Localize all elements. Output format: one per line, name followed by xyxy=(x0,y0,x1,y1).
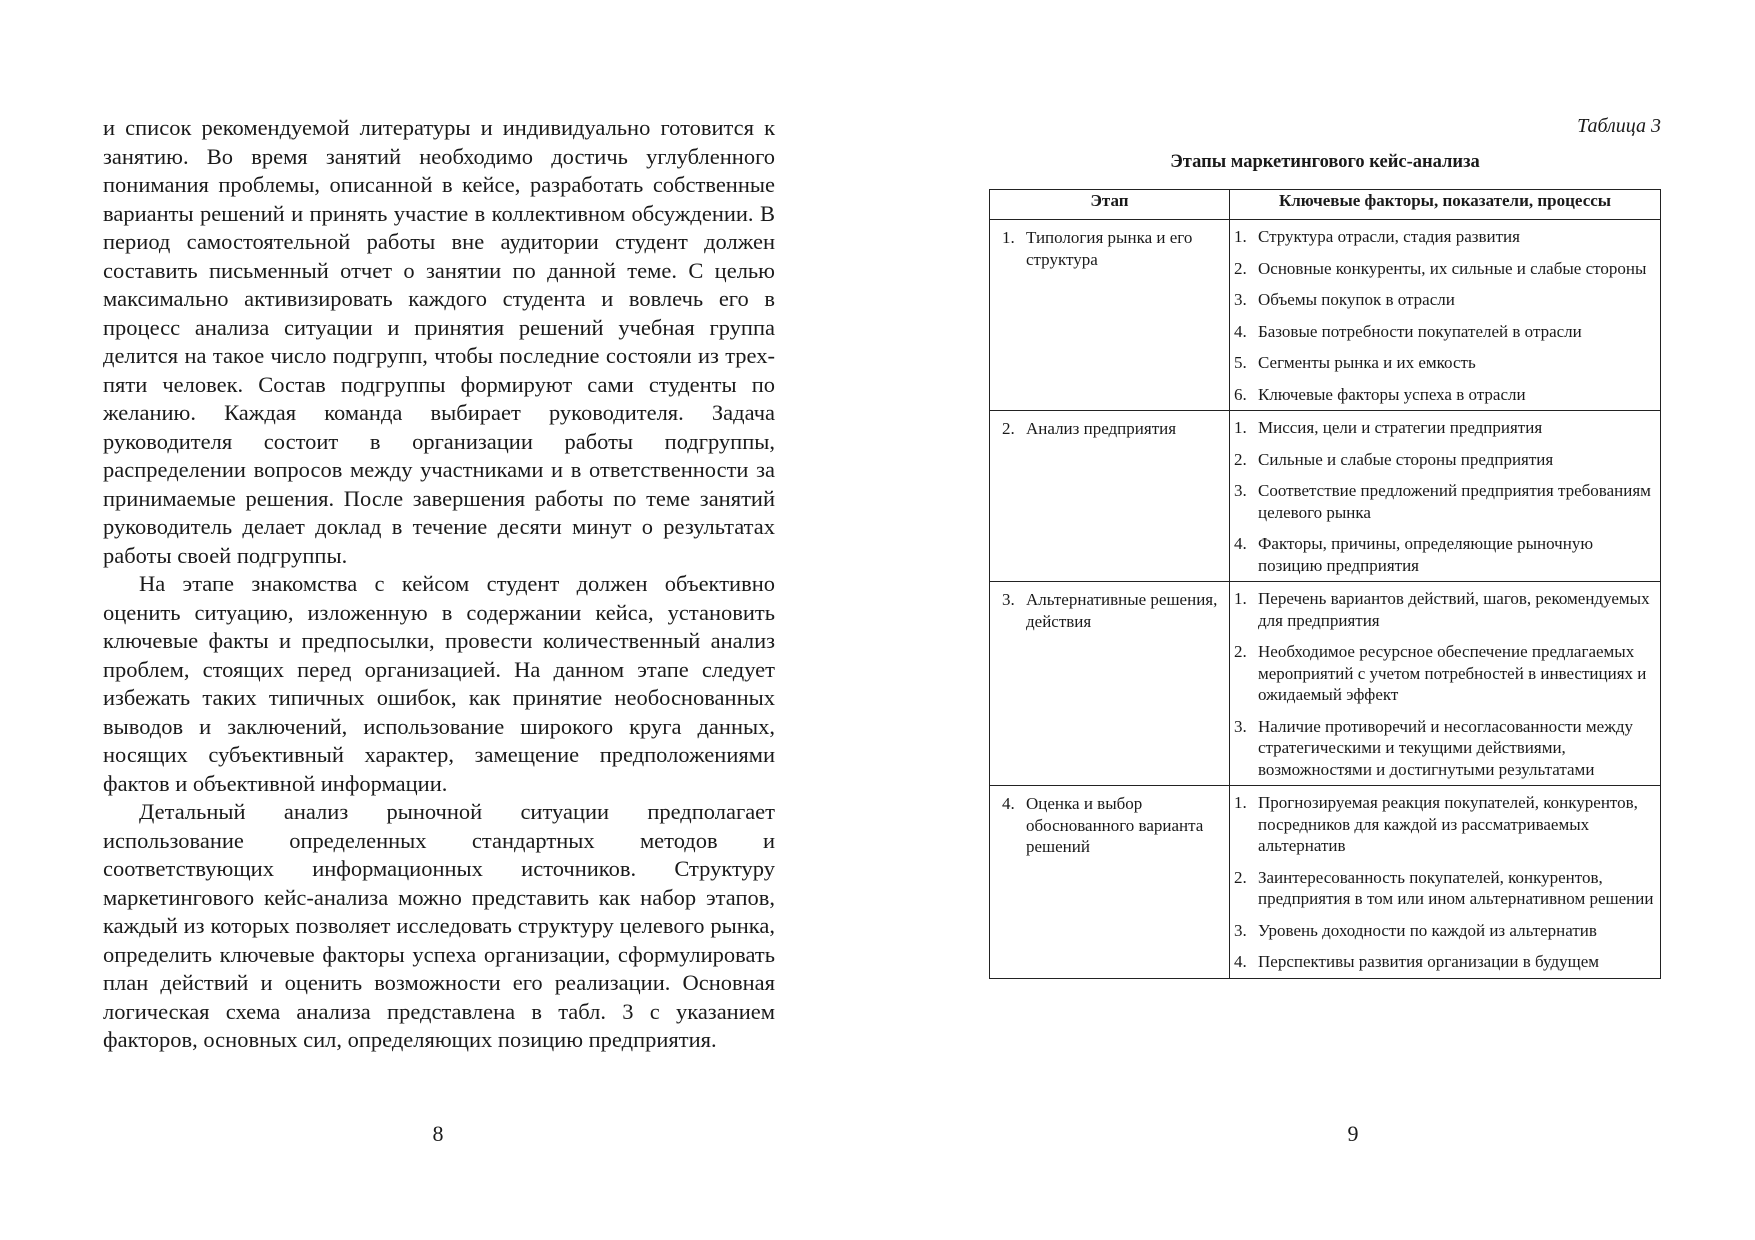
paragraph: и список рекомендуемой литературы и индивидуально готовится к занятию. Во время занятий необходимо достичь углубленного понимания проблемы, описанной в кейсе, разработать собственные варианты решений и принять участие в коллективном обсуждении. В период самостоятельной работы вне аудитории студент должен составить письменный отчет о занятии по данной теме. С целью максимально активизировать каждого студента и вовлечь его в процесс анализа ситуации и принятия решений учебная группа делится на такое число подгрупп, чтобы последние состояли из трех-пяти человек. Состав подгруппы формируют сами студенты по желанию. Каждая команда выбирает руководителя. Задача руководителя состоит в организации работы подгруппы, распределении вопросов между участниками и в ответственности за принимаемые решения. После завершения работы по теме занятий руководитель делает доклад в течение десяти минут о результатах работы своей подгруппы. xyxy=(103,115,775,568)
paragraph: Детальный анализ рыночной ситуации предполагает использование определенных стандартных методов и соответствующих информационных источников. Структуру маркетингового кейс-анализа можно представить как набор этапов, каждый из которых позволяет исследовать структуру целевого рынка, определить ключевые факторы успеха организации, сформулировать план действий и оценить возможности его реализации. Основная логическая схема анализа представлена в табл. 3 с указанием факторов, основных сил, определяющих позицию предприятия. xyxy=(103,799,775,1052)
factor-item xyxy=(1234,226,1656,248)
factor-text: Объемы покупок в отрасли xyxy=(1258,290,1455,309)
factor-item xyxy=(1234,352,1656,374)
stage-cell xyxy=(990,411,1230,582)
table-title: Этапы маркетингового кейс-анализа xyxy=(1170,152,1480,172)
page-number: 8 xyxy=(432,1121,444,1146)
factor-number: 3. xyxy=(1234,290,1247,309)
factor-item xyxy=(1234,951,1656,973)
factor-number: 5. xyxy=(1234,353,1247,372)
stage-item xyxy=(1002,589,1223,632)
table-row xyxy=(990,786,1661,979)
factor-number: 2. xyxy=(1234,258,1247,278)
stage-number: 1. xyxy=(1002,228,1015,247)
factor-text: Перспективы развития организации в будущем xyxy=(1258,952,1600,971)
factor-number: 4. xyxy=(1234,952,1247,971)
stage-item xyxy=(1002,227,1223,270)
factor-item xyxy=(1234,533,1656,576)
stage-item xyxy=(1002,793,1223,858)
stage-cell xyxy=(990,582,1230,786)
stage-number: 3. xyxy=(1002,590,1015,609)
factor-number: 2. xyxy=(1234,449,1247,469)
factor-number: 4. xyxy=(1234,534,1247,553)
factor-text: Факторы, причины, определяющие рыночную позицию предприятия xyxy=(1258,534,1594,575)
factor-item xyxy=(1234,480,1656,523)
stage-name: Альтернативные решения, действия xyxy=(1026,590,1218,631)
factor-number: 1. xyxy=(1234,227,1247,246)
factor-text: Основные конкуренты, их сильные и слабые стороны xyxy=(1258,258,1647,278)
stage-name: Анализ предприятия xyxy=(1026,419,1177,438)
stage-number: 4. xyxy=(1002,794,1015,813)
table-row xyxy=(990,582,1661,786)
factor-text: Перечень вариантов действий, шагов, рекомендуемых для предприятия xyxy=(1258,589,1650,630)
factor-text: Сильные и слабые стороны предприятия xyxy=(1258,449,1554,469)
factor-item xyxy=(1234,384,1656,406)
factor-number: 2. xyxy=(1234,642,1247,661)
factor-text: Необходимое ресурсное обеспечение предлагаемых мероприятий с учетом потребностей в инвестициях и ожидаемый эффект xyxy=(1258,642,1647,704)
factors-cell xyxy=(1230,582,1661,786)
factors-cell xyxy=(1230,411,1661,582)
factor-text: Структура отрасли, стадия развития xyxy=(1258,227,1520,246)
factor-number: 1. xyxy=(1234,418,1247,437)
stage-name: Оценка и выбор обоснованного варианта решений xyxy=(1026,794,1204,856)
factor-item xyxy=(1234,258,1656,280)
factor-text: Миссия, цели и стратегии предприятия xyxy=(1258,418,1543,437)
left-page xyxy=(0,0,877,1240)
factor-number: 2. xyxy=(1234,867,1247,887)
factors-cell xyxy=(1230,220,1661,411)
factor-item xyxy=(1234,289,1656,311)
table-row xyxy=(990,220,1661,411)
header-factors: Ключевые факторы, показатели, процессы xyxy=(1230,190,1661,220)
factor-item xyxy=(1234,920,1656,942)
stage-item xyxy=(1002,418,1223,440)
factors-cell xyxy=(1230,786,1661,979)
stage-number: 2. xyxy=(1002,419,1015,438)
factor-text: Наличие противоречий и несогласованности между стратегическими и текущими действиями, возможностями и достигнутыми результатами xyxy=(1258,716,1634,779)
stage-cell xyxy=(990,220,1230,411)
factor-item xyxy=(1234,321,1656,343)
page-number: 9 xyxy=(1347,1121,1359,1146)
table-header-row xyxy=(990,190,1661,220)
table-label: Таблица 3 xyxy=(1577,115,1661,137)
factor-text: Уровень доходности по каждой из альтернатив xyxy=(1258,920,1597,940)
factor-number: 4. xyxy=(1234,321,1247,341)
factor-number: 3. xyxy=(1234,716,1247,736)
header-stage: Этап xyxy=(990,190,1230,220)
stages-table xyxy=(989,189,1661,979)
factor-item xyxy=(1234,588,1656,631)
factor-text: Ключевые факторы успеха в отрасли xyxy=(1258,384,1526,404)
factor-item xyxy=(1234,641,1656,706)
factor-text: Соответствие предложений предприятия требованиям целевого рынка xyxy=(1258,481,1651,522)
table-body xyxy=(990,220,1661,979)
factor-number: 3. xyxy=(1234,920,1247,940)
stage-cell xyxy=(990,786,1230,979)
factor-text: Заинтересованность покупателей, конкурентов, предприятия в том или ином альтернативном решении xyxy=(1258,867,1654,908)
factor-text: Прогнозируемая реакция покупателей, конкурентов, посредников для каждой из рассматриваемых альтернатив xyxy=(1258,793,1638,855)
factor-item xyxy=(1234,716,1656,781)
factor-item xyxy=(1234,417,1656,439)
right-page xyxy=(877,0,1755,1240)
table-row xyxy=(990,411,1661,582)
factor-number: 1. xyxy=(1234,589,1247,608)
paragraph: На этапе знакомства с кейсом студент должен объективно оценить ситуацию, изложенную в содержании кейса, установить ключевые факты и предпосылки, провести количественный анализ проблем, стоящих перед организацией. На данном этапе следует избежать таких типичных ошибок, как принятие необоснованных выводов и заключений, использование широкого круга данных, носящих субъективный характер, замещение предположениями фактов и объективной информации. xyxy=(103,571,775,796)
body-text xyxy=(103,114,775,1055)
factor-text: Сегменты рынка и их емкость xyxy=(1258,353,1476,372)
stage-name: Типология рынка и его структура xyxy=(1026,228,1193,269)
factor-number: 1. xyxy=(1234,793,1247,812)
factor-item xyxy=(1234,867,1656,910)
factor-item xyxy=(1234,792,1656,857)
factor-number: 6. xyxy=(1234,384,1247,404)
factor-text: Базовые потребности покупателей в отрасли xyxy=(1258,321,1582,341)
factor-item xyxy=(1234,449,1656,471)
factor-number: 3. xyxy=(1234,481,1247,500)
